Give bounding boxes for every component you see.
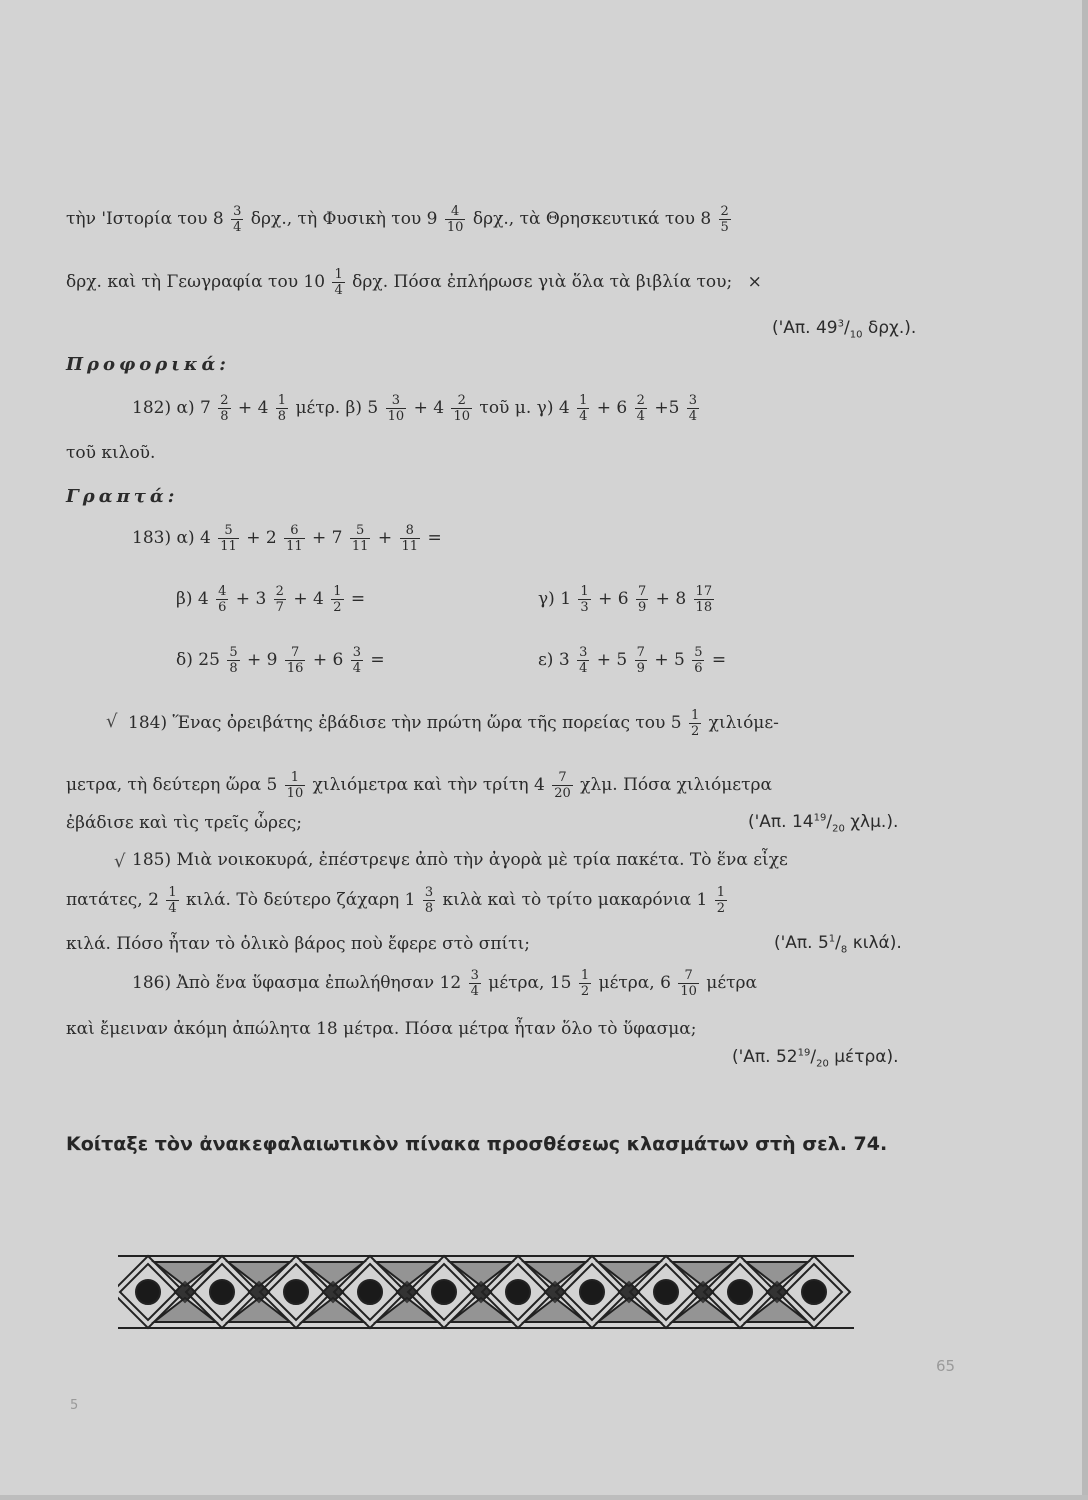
fraction: $\frac{1}{4}$ [334,267,343,298]
exercise-183-a: 183) α) 4 $\frac{5}{11}$ + 2 $\frac{6}{11}$ + 7 $\frac{5}{11}$ + $\frac{8}{11}$ = [132,523,442,554]
exercise-182: 182) α) 7 $\frac{2}{8}$ + 4 $\frac{1}{8}$ μέτρ. β) 5 $\frac{3}{10}$ + 4 $\frac{2}{10}$ τοῦ μ. γ) 4 $\frac{1}{4}$ + 6 $\frac{2}{4}$ +5 $\frac{3}{4}$ [132,393,698,424]
fraction: $\frac{7}{10}$ [680,968,697,999]
ornament-dot [728,1280,752,1304]
ornament-shape [746,1298,808,1322]
exercise-184-line3: ἐβάδισε καὶ τὶς τρεῖς ὧρες; [66,813,303,833]
ornament-dot [284,1280,308,1304]
ornament-shape [524,1262,586,1286]
reference-note: Κοίταξε τὸν ἀνακεφαλαιωτικὸν πίνακα προσθέσεως κλασμάτων στὴ σελ. 74. [66,1133,888,1155]
ornament-dot [802,1280,826,1304]
exercise-183-e: ε) 3 $\frac{3}{4}$ + 5 $\frac{7}{9}$ + 5 $\frac{5}{6}$ = [538,645,727,676]
exercise-186-line1: 186) Ἀπὸ ἕνα ὕφασμα ἐπωλήθησαν 12 $\frac{3}{4}$ μέτρα, 15 $\frac{1}{2}$ μέτρα, 6 $\frac{7}{10}$ μέτρα [132,968,757,999]
exercise-185-line2: πατάτες, 2 $\frac{1}{4}$ κιλά. Τὸ δεύτερο ζάχαρη 1 $\frac{3}{8}$ κιλὰ καὶ τὸ τρίτο μακαρόνια 1 $\frac{1}{2}$ [66,885,726,916]
fraction: $\frac{4}{6}$ [218,584,227,615]
fraction: $\frac{5}{8}$ [229,645,238,676]
fraction: $\frac{3}{4}$ [579,645,588,676]
fraction: $\frac{1}{2}$ [716,885,726,916]
sheet-number: 5 [70,1398,79,1413]
ornament-shape [524,1298,586,1322]
fraction: $\frac{3}{10}$ [387,393,405,424]
page-number: 65 [936,1357,956,1375]
answer: ('Απ. $14^{19}/_{20}$ χλμ.). [748,812,899,835]
ornament-shape [154,1262,216,1286]
fraction: $\frac{3}{4}$ [688,393,698,424]
fraction: $\frac{1}{3}$ [580,584,589,615]
ornament-dot [358,1280,382,1304]
fraction: $\frac{3}{4}$ [470,968,479,999]
ornament-shape [302,1298,364,1322]
exercise-186-line2: καὶ ἔμειναν ἀκόμη ἀπώλητα 18 μέτρα. Πόσα μέτρα ἦταν ὅλο τὸ ὕφασμα; [66,1019,697,1039]
page-edge-right [1082,0,1088,1500]
fraction: $\frac{1}{4}$ [168,885,177,916]
ornament-shape [376,1298,438,1322]
fraction: $\frac{2}{5}$ [720,204,729,235]
ornament-shape [746,1262,808,1286]
ornament-shape [228,1298,290,1322]
fraction: $\frac{2}{10}$ [453,393,471,424]
fraction: $\frac{7}{16}$ [286,645,304,676]
pencil-mark: √ [114,851,126,872]
text-line: δρχ. καὶ τὴ Γεωγραφία του 10 $\frac{1}{4}$ δρχ. Πόσα ἐπλήρωσε γιὰ ὅλα τὰ βιβλία του; × [66,267,762,298]
fraction: $\frac{1}{2}$ [690,708,700,739]
ornament-dot [210,1280,234,1304]
fraction: $\frac{6}{11}$ [286,523,303,554]
exercise-184-line2: μετρα, τὴ δεύτερη ὥρα 5 $\frac{1}{10}$ χιλιόμετρα καὶ τὴν τρίτη 4 $\frac{7}{20}$ χλμ. Πόσα χιλιόμετρα [66,770,772,801]
section-heading-oral: Προφορικά: [66,354,230,375]
fraction: $\frac{1}{4}$ [579,393,588,424]
exercise-183-b: β) 4 $\frac{4}{6}$ + 3 $\frac{2}{7}$ + 4 $\frac{1}{2}$ = [176,584,366,615]
fraction: $\frac{8}{11}$ [401,523,419,554]
ornament-dot [580,1280,604,1304]
exercise-184-line1: 184) Ἕνας ὀρειβάτης ἐβάδισε τὴν πρώτη ὥρα τῆς πορείας του 5 $\frac{1}{2}$ χιλιόμε- [128,708,779,739]
exercise-182-cont: τοῦ κιλοῦ. [66,443,156,463]
section-heading-written: Γραπτά: [66,486,179,507]
ornament-shape [228,1262,290,1286]
ornament-shape [154,1298,216,1322]
pencil-mark: √ [106,711,118,732]
fraction: $\frac{7}{9}$ [636,645,645,676]
answer: ('Απ. $49^3/_{10}$ δρχ.). [772,318,917,341]
fraction: $\frac{1}{2}$ [580,968,590,999]
fraction: $\frac{17}{18}$ [695,584,713,615]
ornament-dot [654,1280,678,1304]
fraction: $\frac{2}{7}$ [275,584,284,615]
fraction: $\frac{1}{2}$ [333,584,342,615]
fraction: $\frac{7}{9}$ [637,584,647,615]
ornament-shape [598,1262,660,1286]
answer: ('Απ. $5^1/_8$ κιλά). [774,933,902,956]
exercise-183-c: γ) 1 $\frac{1}{3}$ + 6 $\frac{7}{9}$ + 8 $\frac{17}{18}$ [538,584,713,615]
fraction: $\frac{3}{4}$ [233,204,242,235]
decorative-border [118,1242,948,1342]
fraction: $\frac{7}{20}$ [554,770,571,801]
exercise-185-line3: κιλά. Πόσο ἦταν τὸ ὁλικὸ βάρος ποὺ ἔφερε στὸ σπίτι; [66,934,530,954]
fraction: $\frac{4}{10}$ [446,204,464,235]
ornament-shape [672,1298,734,1322]
ornament-shape [450,1262,512,1286]
page-edge-bottom [0,1495,1088,1500]
ornament-shape [598,1298,660,1322]
text-line: τὴν 'Ιστορία του 8 $\frac{3}{4}$ δρχ., τὴ Φυσικὴ του 9 $\frac{4}{10}$ δρχ., τὰ Θρησκευτικά του 8 $\frac{2}{5}$ [66,204,729,235]
check-mark: × [747,272,762,292]
fraction: $\frac{5}{11}$ [220,523,237,554]
fraction: $\frac{2}{8}$ [220,393,229,424]
ornament-dot [432,1280,456,1304]
fraction: $\frac{3}{8}$ [424,885,434,916]
fraction: $\frac{1}{8}$ [277,393,287,424]
fraction: $\frac{3}{4}$ [352,645,361,676]
exercise-183-d: δ) 25 $\frac{5}{8}$ + 9 $\frac{7}{16}$ + 6 $\frac{3}{4}$ = [176,645,385,676]
exercise-185-line1: 185) Μιὰ νοικοκυρά, ἐπέστρεψε ἀπὸ τὴν ἀγορὰ μὲ τρία πακέτα. Τὸ ἕνα εἶχε [132,850,788,870]
answer: ('Απ. $52^{19}/_{20}$ μέτρα). [732,1047,899,1070]
fraction: $\frac{5}{11}$ [351,523,369,554]
ornament-shape [672,1262,734,1286]
ornament-shape [302,1262,364,1286]
fraction: $\frac{1}{10}$ [286,770,304,801]
ornament-shape [450,1298,512,1322]
fraction: $\frac{2}{4}$ [636,393,645,424]
ornament-dot [506,1280,530,1304]
fraction: $\frac{5}{6}$ [694,645,703,676]
ornament-shape [376,1262,438,1286]
ornament-dot [136,1280,160,1304]
